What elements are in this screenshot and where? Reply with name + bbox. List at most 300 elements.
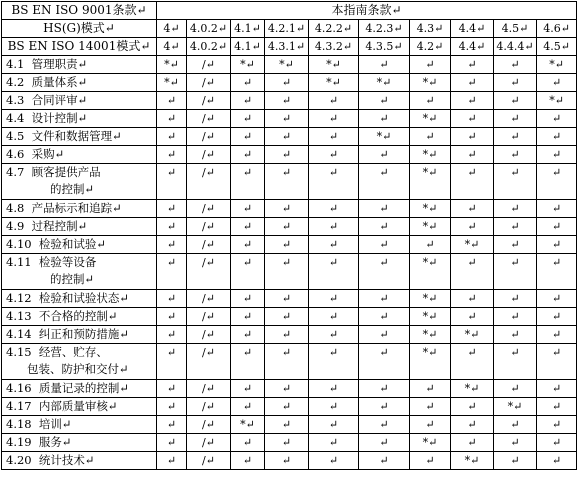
- iso14001-clause-cell: 4.4.4↵: [494, 38, 537, 56]
- table-row: [2, 218, 577, 236]
- mapping-cell: /↵: [187, 128, 231, 146]
- mapping-cell: ↵: [157, 164, 187, 200]
- mapping-cell: *↵: [410, 290, 451, 308]
- mapping-cell: ↵: [410, 56, 451, 74]
- table-row: [2, 146, 577, 164]
- mapping-cell: ↵: [309, 344, 359, 380]
- mapping-cell: ↵: [157, 380, 187, 398]
- mapping-cell: ↵: [451, 128, 494, 146]
- mapping-cell: ↵: [410, 128, 451, 146]
- mapping-cell: *↵: [231, 56, 265, 74]
- mapping-cell: *↵: [451, 236, 494, 254]
- clause-name: 检验和试验状态↵: [38, 291, 130, 305]
- clause-name: 文件和数据管理↵: [31, 129, 122, 143]
- clause-label: [2, 398, 157, 416]
- mapping-cell: ↵: [451, 200, 494, 218]
- mapping-cell: ↵: [494, 344, 537, 380]
- table-row: [2, 56, 577, 74]
- mapping-cell: ↵: [359, 434, 410, 452]
- clause-label: [2, 452, 157, 470]
- mapping-cell: ↵: [265, 218, 309, 236]
- mapping-cell: ↵: [231, 164, 265, 200]
- mapping-cell: ↵: [265, 146, 309, 164]
- mapping-cell: ↵: [359, 416, 410, 434]
- mapping-cell: ↵: [231, 290, 265, 308]
- clause-number: 4.8: [6, 201, 25, 215]
- clause-label: [2, 218, 157, 236]
- mapping-cell: *↵: [359, 128, 410, 146]
- iso14001-clause-cell: 4↵: [157, 38, 187, 56]
- mapping-cell: ↵: [451, 254, 494, 290]
- mapping-cell: /↵: [187, 254, 231, 290]
- clause-label: [2, 434, 157, 452]
- mapping-cell: /↵: [187, 380, 231, 398]
- mapping-cell: ↵: [265, 290, 309, 308]
- table-row: [2, 110, 577, 128]
- mapping-cell: ↵: [359, 218, 410, 236]
- iso14001-clause-cell: 4.4↵: [451, 38, 494, 56]
- mapping-cell: ↵: [265, 434, 309, 452]
- mapping-cell: ↵: [157, 434, 187, 452]
- mapping-cell: ↵: [157, 110, 187, 128]
- iso14001-clause-cell: 4.3.5↵: [359, 38, 410, 56]
- mapping-cell: ↵: [309, 326, 359, 344]
- clause-name: 顾客提供产品: [31, 165, 101, 179]
- mapping-cell: ↵: [359, 164, 410, 200]
- mapping-cell: /↵: [187, 92, 231, 110]
- mapping-cell: ↵: [157, 290, 187, 308]
- clause-number: 4.6: [6, 147, 25, 161]
- mapping-cell: ↵: [494, 146, 537, 164]
- mapping-cell: *↵: [410, 344, 451, 380]
- mapping-cell: *↵: [309, 74, 359, 92]
- mapping-cell: ↵: [537, 146, 577, 164]
- mapping-cell: ↵: [537, 452, 577, 470]
- mapping-cell: ↵: [537, 290, 577, 308]
- mapping-cell: /↵: [187, 56, 231, 74]
- iso14001-clause-cell: 4.2↵: [410, 38, 451, 56]
- clause-number: 4.4: [6, 111, 25, 125]
- clause-name: 设计控制↵: [31, 111, 88, 125]
- table-row: [2, 326, 577, 344]
- mapping-cell: ↵: [359, 344, 410, 380]
- mapping-cell: ↵: [231, 92, 265, 110]
- hsg-clause-cell: 4.6↵: [537, 20, 577, 38]
- mapping-cell: ↵: [265, 380, 309, 398]
- mapping-cell: ↵: [157, 254, 187, 290]
- mapping-cell: ↵: [537, 344, 577, 380]
- mapping-cell: ↵: [410, 416, 451, 434]
- mapping-cell: ↵: [359, 146, 410, 164]
- mapping-cell: ↵: [537, 434, 577, 452]
- mapping-cell: ↵: [494, 128, 537, 146]
- table-row: [2, 290, 577, 308]
- mapping-cell: ↵: [265, 92, 309, 110]
- mapping-cell: /↵: [187, 110, 231, 128]
- mapping-cell: ↵: [231, 398, 265, 416]
- mapping-cell: ↵: [451, 398, 494, 416]
- table-row: [2, 128, 577, 146]
- header-row-hsg: [2, 20, 577, 38]
- mapping-cell: ↵: [359, 110, 410, 128]
- mapping-cell: ↵: [231, 110, 265, 128]
- mapping-cell: ↵: [231, 146, 265, 164]
- clause-name: 质量记录的控制↵: [38, 381, 130, 395]
- clause-number: 4.16: [6, 381, 32, 395]
- table-row: [2, 434, 577, 452]
- mapping-cell: ↵: [359, 236, 410, 254]
- mapping-cell: ↵: [157, 146, 187, 164]
- mapping-cell: ↵: [265, 344, 309, 380]
- header-row-guide: [2, 2, 577, 20]
- table-row: [2, 344, 577, 380]
- clause-label: [2, 164, 157, 200]
- clause-label: [2, 344, 157, 380]
- mapping-cell: ↵: [494, 290, 537, 308]
- mapping-cell: ↵: [410, 236, 451, 254]
- clause-number: 4.15: [6, 345, 32, 359]
- mapping-cell: ↵: [537, 416, 577, 434]
- iso-14001-model-label: BS EN ISO 14001模式↵: [2, 38, 157, 56]
- mapping-cell: *↵: [410, 146, 451, 164]
- mapping-cell: ↵: [494, 434, 537, 452]
- mapping-cell: ↵: [537, 380, 577, 398]
- clause-name: 过程控制↵: [31, 219, 88, 233]
- mapping-cell: ↵: [309, 236, 359, 254]
- mapping-cell: /↵: [187, 416, 231, 434]
- mapping-cell: ↵: [231, 308, 265, 326]
- table-row: [2, 236, 577, 254]
- iso14001-clause-cell: 4.1↵: [231, 38, 265, 56]
- clause-number: 4.12: [6, 291, 32, 305]
- table-row: [2, 380, 577, 398]
- mapping-cell: /↵: [187, 398, 231, 416]
- mapping-cell: *↵: [157, 74, 187, 92]
- mapping-cell: ↵: [309, 128, 359, 146]
- hsg-clause-cell: 4.3↵: [410, 20, 451, 38]
- mapping-cell: ↵: [359, 308, 410, 326]
- iso14001-clause-cell: 4.5↵: [537, 38, 577, 56]
- clause-label: [2, 200, 157, 218]
- table-row: [2, 254, 577, 290]
- mapping-cell: ↵: [451, 416, 494, 434]
- mapping-cell: ↵: [410, 398, 451, 416]
- mapping-cell: ↵: [309, 308, 359, 326]
- mapping-cell: ↵: [309, 110, 359, 128]
- mapping-cell: ↵: [265, 254, 309, 290]
- mapping-cell: *↵: [231, 416, 265, 434]
- mapping-cell: *↵: [451, 452, 494, 470]
- clause-label: [2, 380, 157, 398]
- mapping-cell: *↵: [410, 74, 451, 92]
- clause-label: [2, 56, 157, 74]
- mapping-cell: *↵: [410, 164, 451, 200]
- clause-number: 4.14: [6, 327, 32, 341]
- mapping-cell: ↵: [309, 416, 359, 434]
- table-row: [2, 398, 577, 416]
- clause-number: 4.5: [6, 129, 25, 143]
- mapping-cell: ↵: [157, 128, 187, 146]
- mapping-cell: ↵: [537, 254, 577, 290]
- hsg-clause-cell: 4.2.2↵: [309, 20, 359, 38]
- hsg-clause-cell: 4↵: [157, 20, 187, 38]
- mapping-cell: ↵: [494, 110, 537, 128]
- clause-label: [2, 74, 157, 92]
- mapping-cell: ↵: [157, 398, 187, 416]
- mapping-cell: *↵: [410, 254, 451, 290]
- mapping-cell: /↵: [187, 164, 231, 200]
- mapping-cell: ↵: [231, 200, 265, 218]
- mapping-cell: ↵: [494, 92, 537, 110]
- mapping-cell: ↵: [157, 92, 187, 110]
- mapping-cell: /↵: [187, 236, 231, 254]
- mapping-cell: ↵: [451, 308, 494, 326]
- clause-name: 内部质量审核↵: [38, 399, 118, 413]
- clause-name-continued: 的控制↵: [50, 272, 95, 286]
- mapping-cell: ↵: [309, 452, 359, 470]
- header-row-iso14001: [2, 38, 577, 56]
- mapping-cell: *↵: [410, 110, 451, 128]
- clause-name-continued: 包装、防护和交付↵: [27, 362, 129, 376]
- mapping-cell: ↵: [451, 56, 494, 74]
- mapping-cell: ↵: [410, 452, 451, 470]
- mapping-cell: /↵: [187, 74, 231, 92]
- clause-label: [2, 416, 157, 434]
- hsg-clause-cell: 4.2.1↵: [265, 20, 309, 38]
- mapping-cell: ↵: [537, 128, 577, 146]
- mapping-cell: ↵: [494, 452, 537, 470]
- table-row: [2, 308, 577, 326]
- clause-label: [2, 128, 157, 146]
- clause-name: 质量体系↵: [31, 75, 88, 89]
- clause-name: 统计技术↵: [38, 453, 95, 467]
- mapping-cell: ↵: [231, 74, 265, 92]
- hsg-clause-cell: 4.2.3↵: [359, 20, 410, 38]
- clause-name: 培训↵: [38, 417, 72, 431]
- clause-name: 管理职责↵: [31, 57, 88, 71]
- mapping-cell: ↵: [494, 326, 537, 344]
- iso14001-clause-cell: 4.3.1↵: [265, 38, 309, 56]
- mapping-cell: ↵: [494, 380, 537, 398]
- mapping-cell: ↵: [157, 236, 187, 254]
- clause-number: 4.2: [6, 75, 25, 89]
- mapping-cell: ↵: [451, 434, 494, 452]
- clause-number: 4.1: [6, 57, 25, 71]
- iso14001-clause-cell: 4.3.2↵: [309, 38, 359, 56]
- mapping-cell: ↵: [265, 164, 309, 200]
- mapping-cell: /↵: [187, 344, 231, 380]
- mapping-cell: ↵: [494, 254, 537, 290]
- mapping-cell: ↵: [537, 110, 577, 128]
- mapping-cell: *↵: [494, 398, 537, 416]
- mapping-cell: ↵: [309, 380, 359, 398]
- clause-name: 采购↵: [31, 147, 65, 161]
- iso14001-clause-cell: 4.0.2↵: [187, 38, 231, 56]
- mapping-cell: ↵: [231, 434, 265, 452]
- table-row: [2, 452, 577, 470]
- clause-name: 检验等设备: [38, 255, 97, 269]
- mapping-cell: *↵: [309, 56, 359, 74]
- mapping-cell: ↵: [231, 380, 265, 398]
- clause-name-continued: 的控制↵: [50, 182, 95, 196]
- clause-label: [2, 326, 157, 344]
- mapping-cell: ↵: [265, 200, 309, 218]
- clause-number: 4.3: [6, 93, 25, 107]
- mapping-cell: *↵: [410, 218, 451, 236]
- table-row: [2, 416, 577, 434]
- mapping-cell: /↵: [187, 290, 231, 308]
- mapping-cell: ↵: [537, 236, 577, 254]
- mapping-cell: *↵: [451, 380, 494, 398]
- mapping-cell: /↵: [187, 434, 231, 452]
- mapping-cell: *↵: [265, 56, 309, 74]
- mapping-cell: ↵: [537, 308, 577, 326]
- hsg-clause-cell: 4.0.2↵: [187, 20, 231, 38]
- mapping-cell: ↵: [537, 398, 577, 416]
- mapping-cell: /↵: [187, 218, 231, 236]
- clause-label: [2, 92, 157, 110]
- clause-number: 4.9: [6, 219, 25, 233]
- mapping-cell: ↵: [265, 416, 309, 434]
- mapping-cell: /↵: [187, 200, 231, 218]
- mapping-cell: /↵: [187, 326, 231, 344]
- mapping-cell: ↵: [537, 200, 577, 218]
- clause-number: 4.20: [6, 453, 32, 467]
- mapping-cell: ↵: [309, 398, 359, 416]
- mapping-cell: *↵: [537, 56, 577, 74]
- mapping-cell: *↵: [410, 200, 451, 218]
- mapping-cell: ↵: [494, 164, 537, 200]
- mapping-cell: ↵: [494, 416, 537, 434]
- mapping-cell: ↵: [157, 416, 187, 434]
- mapping-cell: ↵: [451, 290, 494, 308]
- hsg-clause-cell: 4.4↵: [451, 20, 494, 38]
- mapping-cell: ↵: [451, 218, 494, 236]
- mapping-cell: ↵: [309, 164, 359, 200]
- bs-en-iso-9001-label: BS EN ISO 9001条款↵: [2, 2, 157, 20]
- mapping-cell: *↵: [410, 434, 451, 452]
- clause-number: 4.10: [6, 237, 32, 251]
- mapping-cell: ↵: [359, 380, 410, 398]
- mapping-cell: ↵: [265, 110, 309, 128]
- mapping-cell: ↵: [309, 218, 359, 236]
- mapping-cell: ↵: [265, 326, 309, 344]
- clause-number: 4.13: [6, 309, 32, 323]
- mapping-cell: ↵: [537, 218, 577, 236]
- mapping-cell: ↵: [451, 146, 494, 164]
- mapping-cell: *↵: [451, 326, 494, 344]
- mapping-cell: ↵: [265, 74, 309, 92]
- mapping-cell: ↵: [309, 254, 359, 290]
- mapping-cell: ↵: [231, 128, 265, 146]
- guide-clauses-title: 本指南条款↵: [157, 2, 577, 20]
- mapping-cell: ↵: [231, 452, 265, 470]
- mapping-cell: ↵: [359, 398, 410, 416]
- mapping-cell: ↵: [231, 218, 265, 236]
- clause-label: [2, 290, 157, 308]
- mapping-cell: ↵: [451, 110, 494, 128]
- mapping-cell: ↵: [157, 326, 187, 344]
- hsg-clause-cell: 4.5↵: [494, 20, 537, 38]
- mapping-cell: ↵: [157, 344, 187, 380]
- mapping-cell: ↵: [359, 56, 410, 74]
- clause-number: 4.18: [6, 417, 32, 431]
- mapping-cell: ↵: [231, 254, 265, 290]
- mapping-cell: ↵: [537, 326, 577, 344]
- mapping-cell: ↵: [309, 434, 359, 452]
- mapping-cell: ↵: [265, 128, 309, 146]
- mapping-cell: ↵: [494, 308, 537, 326]
- mapping-cell: *↵: [537, 92, 577, 110]
- mapping-cell: ↵: [359, 92, 410, 110]
- mapping-cell: ↵: [157, 218, 187, 236]
- mapping-cell: ↵: [537, 74, 577, 92]
- mapping-cell: ↵: [494, 74, 537, 92]
- mapping-cell: ↵: [309, 146, 359, 164]
- hsg-model-label: HS(G)模式↵: [2, 20, 157, 38]
- mapping-cell: ↵: [494, 236, 537, 254]
- mapping-cell: ↵: [157, 308, 187, 326]
- mapping-cell: ↵: [157, 452, 187, 470]
- clause-number: 4.11: [6, 255, 32, 269]
- clause-name: 合同评审↵: [31, 93, 88, 107]
- mapping-cell: ↵: [309, 290, 359, 308]
- clause-name: 服务↵: [38, 435, 72, 449]
- hsg-clause-cell: 4.1↵: [231, 20, 265, 38]
- mapping-cell: ↵: [309, 92, 359, 110]
- table-row: [2, 74, 577, 92]
- table-row: [2, 92, 577, 110]
- clause-name: 纠正和预防措施↵: [38, 327, 130, 341]
- clause-number: 4.7: [6, 165, 25, 179]
- mapping-cell: ↵: [265, 452, 309, 470]
- mapping-cell: *↵: [359, 74, 410, 92]
- table-row: [2, 200, 577, 218]
- mapping-cell: ↵: [265, 398, 309, 416]
- mapping-cell: /↵: [187, 308, 231, 326]
- mapping-cell: ↵: [309, 200, 359, 218]
- mapping-cell: /↵: [187, 146, 231, 164]
- clause-label: [2, 146, 157, 164]
- clause-number: 4.19: [6, 435, 32, 449]
- mapping-cell: ↵: [494, 218, 537, 236]
- mapping-cell: ↵: [451, 92, 494, 110]
- mapping-cell: ↵: [265, 236, 309, 254]
- clause-label: [2, 254, 157, 290]
- clause-number: 4.17: [6, 399, 32, 413]
- clause-name: 不合格的控制↵: [38, 309, 118, 323]
- mapping-cell: ↵: [494, 56, 537, 74]
- mapping-cell: *↵: [157, 56, 187, 74]
- mapping-cell: ↵: [359, 200, 410, 218]
- mapping-cell: ↵: [359, 290, 410, 308]
- table-row: [2, 164, 577, 200]
- clause-name: 检验和试验↵: [38, 237, 107, 251]
- mapping-cell: ↵: [359, 452, 410, 470]
- mapping-cell: ↵: [157, 200, 187, 218]
- mapping-cell: *↵: [410, 308, 451, 326]
- clause-label: [2, 236, 157, 254]
- mapping-cell: ↵: [359, 326, 410, 344]
- mapping-cell: ↵: [451, 344, 494, 380]
- mapping-cell: ↵: [231, 326, 265, 344]
- clause-name: 经营、贮存、: [38, 345, 108, 359]
- clause-label: [2, 110, 157, 128]
- mapping-cell: ↵: [231, 344, 265, 380]
- mapping-cell: /↵: [187, 452, 231, 470]
- mapping-cell: ↵: [537, 164, 577, 200]
- mapping-cell: ↵: [410, 380, 451, 398]
